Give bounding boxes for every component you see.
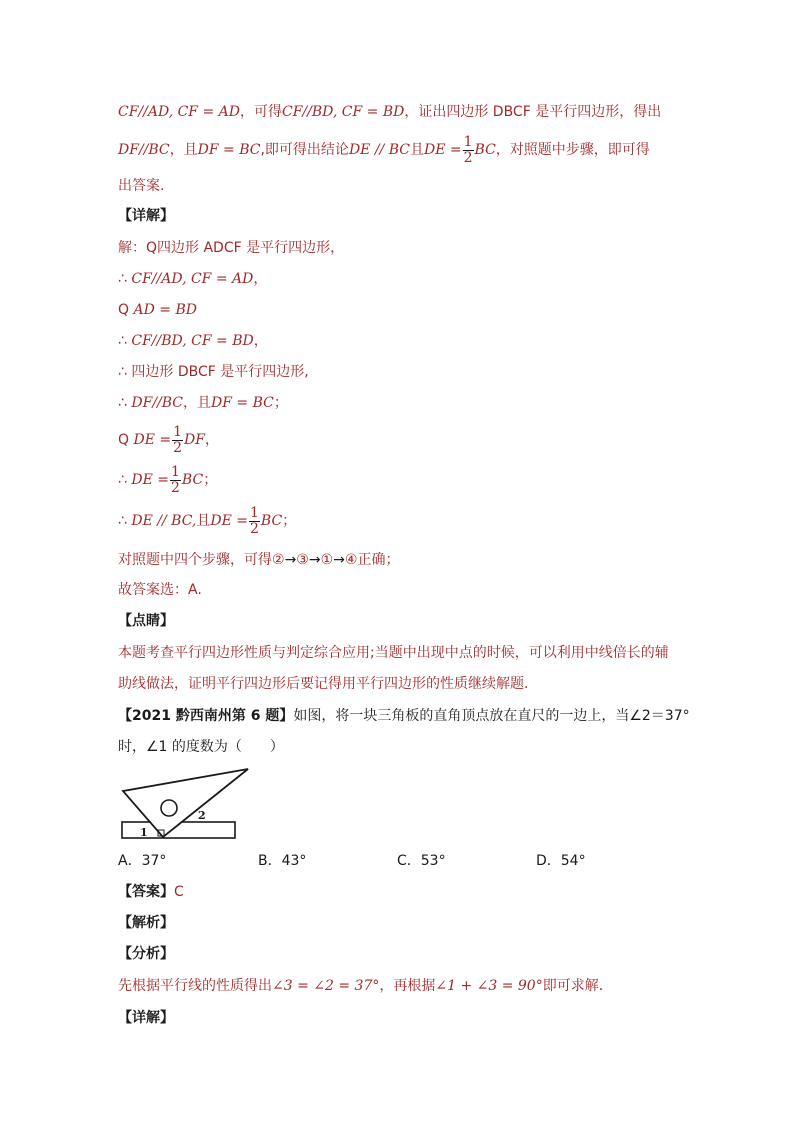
question-line-1	[118, 706, 690, 726]
therefore-symbol: ∴	[118, 395, 127, 411]
comment-line-2: 助线做法，证明平行四边形后要记得用平行四边形的性质继续解题.	[118, 676, 529, 692]
text: 解：Q	[118, 240, 158, 256]
comment-line-1: 本题考查平行四边形性质与判定综合应用;当题中出现中点的时候，可以利用中线倍长的辅	[118, 645, 669, 661]
arrow: →	[284, 552, 297, 568]
step-marker: ③	[296, 552, 309, 568]
text: ，且	[169, 142, 198, 158]
text: 且	[409, 142, 424, 158]
answer-heading: 【答案】	[118, 884, 174, 900]
therefore-symbol: ∴	[118, 271, 127, 287]
text: ；	[282, 513, 297, 529]
text: 且	[196, 513, 211, 529]
step-10	[118, 550, 676, 570]
fraction-denominator: 2	[250, 520, 259, 537]
fraction-denominator: 2	[171, 479, 180, 496]
fraction	[463, 135, 474, 166]
comment-heading: 【点睛】	[118, 613, 174, 629]
fraction	[172, 425, 183, 456]
text: ；	[273, 395, 288, 411]
math-expr: DE =	[423, 142, 462, 158]
math-expr: BC	[474, 142, 496, 158]
text: 正确；	[357, 552, 400, 568]
fraction-numerator: 1	[463, 133, 473, 150]
question-source: 【2021 黔西南州第 6 题】	[118, 708, 294, 724]
math-expr: CF//BD, CF = BD	[131, 333, 254, 349]
text: 四边形 DBCF 是平行四边形,	[131, 364, 309, 380]
fraction-numerator: 1	[250, 504, 259, 521]
text: ，证出四边形 DBCF 是平行四边形，得出	[404, 104, 662, 120]
step-marker: ①	[320, 552, 334, 568]
math-expr: DF//BC	[118, 142, 170, 158]
text: ，再根据	[379, 978, 436, 994]
angle-2-label: 2	[198, 809, 206, 822]
math-expr: BC	[181, 472, 204, 488]
text: ，且	[183, 395, 212, 411]
math-expr: DE =	[210, 513, 248, 529]
step-6	[118, 393, 676, 413]
question-line-2: 时，∠1 的度数为（ ）	[118, 739, 284, 755]
intro-line-3: 出答案.	[118, 178, 165, 194]
math-expr: BC	[260, 513, 283, 529]
fenxi-line	[118, 976, 676, 996]
text: 对照题中四个步骤，可得	[118, 552, 272, 568]
step-5	[118, 362, 676, 382]
text: ，	[204, 432, 219, 448]
text: ，对照题中步骤，即可得	[495, 142, 650, 158]
therefore-symbol: ∴	[118, 472, 127, 488]
intro-line-1	[118, 102, 676, 122]
step-11: 故答案选：A.	[118, 582, 202, 598]
math-expr: ∠1 + ∠3 = 90°	[435, 978, 543, 994]
step-4	[118, 331, 676, 351]
answer-value: C	[174, 884, 184, 900]
fraction	[249, 506, 260, 537]
fraction-numerator: 1	[171, 463, 180, 480]
fraction-numerator: 1	[173, 423, 183, 440]
text: ，	[253, 271, 268, 287]
detail2-heading: 【详解】	[118, 1010, 174, 1026]
option-c: C．53°	[397, 853, 446, 869]
because-symbol: Q	[118, 432, 130, 448]
detail-heading: 【详解】	[118, 208, 174, 224]
math-expr: DE =	[133, 432, 172, 448]
math-expr: ∠3 = ∠2 = 37°	[272, 978, 380, 994]
fenxi-heading: 【分析】	[118, 946, 174, 962]
text: ,即可得出结论	[260, 142, 349, 158]
fraction-denominator: 2	[173, 439, 183, 456]
text: ，	[253, 333, 268, 349]
step-1	[118, 238, 676, 258]
text: 先根据平行线的性质得出	[118, 978, 272, 994]
math-expr: CF//BD, CF = BD	[282, 104, 405, 120]
math-expr: DE =	[131, 472, 169, 488]
angle-1-label: 1	[140, 826, 148, 839]
math-expr: DE // BC,	[131, 513, 197, 529]
text: ；	[203, 472, 218, 488]
step-3	[118, 300, 676, 320]
analysis-heading: 【解析】	[118, 915, 174, 931]
math-expr: AD = BD	[133, 302, 197, 318]
step-9	[118, 504, 676, 538]
math-expr: DE // BC	[348, 142, 410, 158]
text: ，可得	[240, 104, 282, 120]
math-expr: DF//BC	[131, 395, 184, 411]
fraction-denominator: 2	[463, 149, 473, 166]
therefore-symbol: ∴	[118, 333, 127, 349]
fraction	[170, 465, 181, 496]
step-2	[118, 269, 676, 289]
math-expr: DF = BC	[197, 142, 261, 158]
therefore-symbol: ∴	[118, 364, 127, 380]
math-expr: DF = BC	[211, 395, 274, 411]
step-7	[118, 423, 676, 457]
answer-line	[118, 882, 676, 902]
math-expr: DF	[184, 432, 205, 448]
option-d: D．54°	[536, 853, 586, 869]
question-text: 如图，将一块三角板的直角顶点放在直尺的一边上，当∠2＝37°	[293, 708, 690, 724]
therefore-symbol: ∴	[118, 513, 127, 529]
arrow: →	[333, 552, 345, 568]
option-b: B．43°	[258, 853, 307, 869]
text: 即可求解．	[542, 978, 613, 994]
arrow: →	[308, 552, 321, 568]
option-a: A．37°	[118, 853, 167, 869]
because-symbol: Q	[118, 302, 130, 318]
step-8	[118, 463, 676, 497]
math-expr: CF//AD, CF = AD	[131, 271, 254, 287]
intro-line-2	[118, 133, 676, 167]
math-expr: CF//AD, CF = AD	[118, 104, 240, 120]
step-marker: ④	[344, 552, 358, 568]
step-marker: ②	[272, 552, 285, 568]
triangle-ruler-figure	[118, 765, 253, 840]
text: 四边形 ADCF 是平行四边形，	[157, 240, 345, 256]
